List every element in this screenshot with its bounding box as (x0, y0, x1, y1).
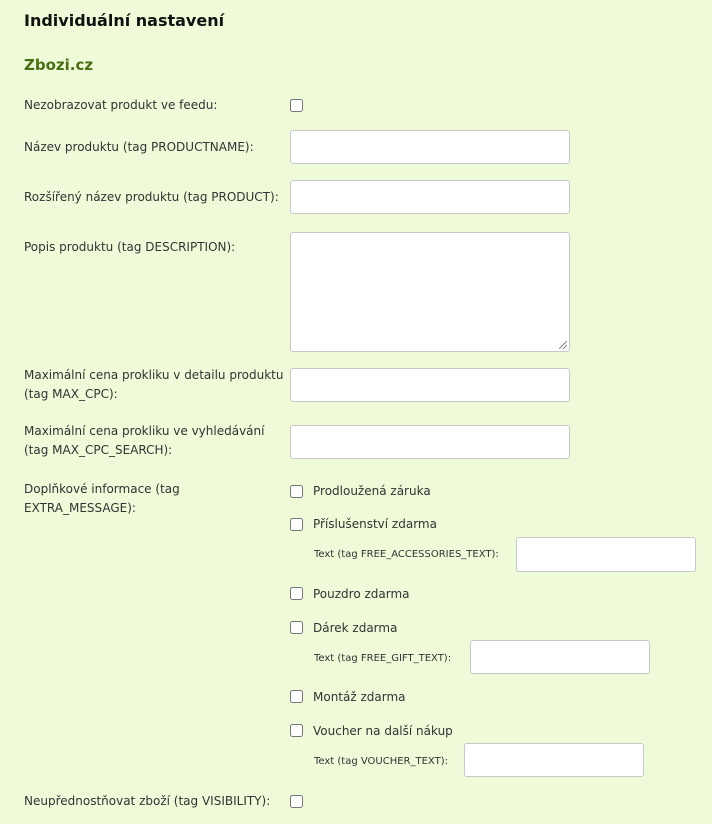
voucher-label: Voucher na další nákup (313, 724, 453, 738)
free-gift-label: Dárek zdarma (313, 621, 398, 635)
page-title: Individuální nastavení (24, 11, 225, 30)
free-case-label: Pouzdro zdarma (313, 587, 410, 601)
free-accessories-text-input[interactable] (516, 537, 696, 572)
free-accessories-text-label: Text (tag FREE_ACCESSORIES_TEXT): (314, 549, 499, 560)
visibility-label: Neupřednostňovat zboží (tag VISIBILITY): (24, 794, 271, 808)
extra-message-label-line1: Doplňkové informace (tag (24, 482, 180, 496)
description-textarea[interactable] (290, 232, 570, 352)
max-cpc-search-label-line1: Maximální cena prokliku ve vyhledávání (24, 424, 265, 438)
visibility-checkbox[interactable] (290, 795, 303, 808)
free-installation-checkbox[interactable] (290, 690, 303, 703)
productname-input[interactable] (290, 130, 570, 164)
free-installation-label: Montáž zdarma (313, 690, 406, 704)
free-gift-text-label: Text (tag FREE_GIFT_TEXT): (314, 653, 452, 664)
extended-warranty-label: Prodloužená záruka (313, 484, 431, 498)
free-case-checkbox[interactable] (290, 587, 303, 600)
max-cpc-label-line2: (tag MAX_CPC): (24, 387, 118, 401)
hide-feed-checkbox[interactable] (290, 99, 303, 112)
voucher-text-input[interactable] (464, 743, 644, 777)
extra-message-label (24, 480, 180, 518)
max-cpc-input[interactable] (290, 368, 570, 402)
section-title-zbozi: Zbozi.cz (24, 56, 94, 74)
description-label: Popis produktu (tag DESCRIPTION): (24, 240, 236, 254)
hide-feed-label: Nezobrazovat produkt ve feedu: (24, 98, 218, 112)
extended-warranty-checkbox[interactable] (290, 485, 303, 498)
voucher-text-label: Text (tag VOUCHER_TEXT): (314, 756, 448, 767)
free-gift-text-input[interactable] (470, 640, 650, 674)
productname-label: Název produktu (tag PRODUCTNAME): (24, 140, 254, 154)
free-accessories-checkbox[interactable] (290, 518, 303, 531)
voucher-checkbox[interactable] (290, 724, 303, 737)
extra-message-label-line2: EXTRA_MESSAGE): (24, 501, 136, 515)
free-accessories-label: Příslušenství zdarma (313, 517, 437, 531)
max-cpc-search-label (24, 422, 264, 460)
max-cpc-search-label-line2: (tag MAX_CPC_SEARCH): (24, 443, 173, 457)
resize-handle-icon[interactable] (559, 341, 567, 349)
max-cpc-label-line1: Maximální cena prokliku v detailu produktu (24, 368, 284, 382)
product-label: Rozšířený název produktu (tag PRODUCT): (24, 190, 279, 204)
max-cpc-label (24, 366, 283, 404)
max-cpc-search-input[interactable] (290, 425, 570, 459)
product-input[interactable] (290, 180, 570, 214)
free-gift-checkbox[interactable] (290, 621, 303, 634)
